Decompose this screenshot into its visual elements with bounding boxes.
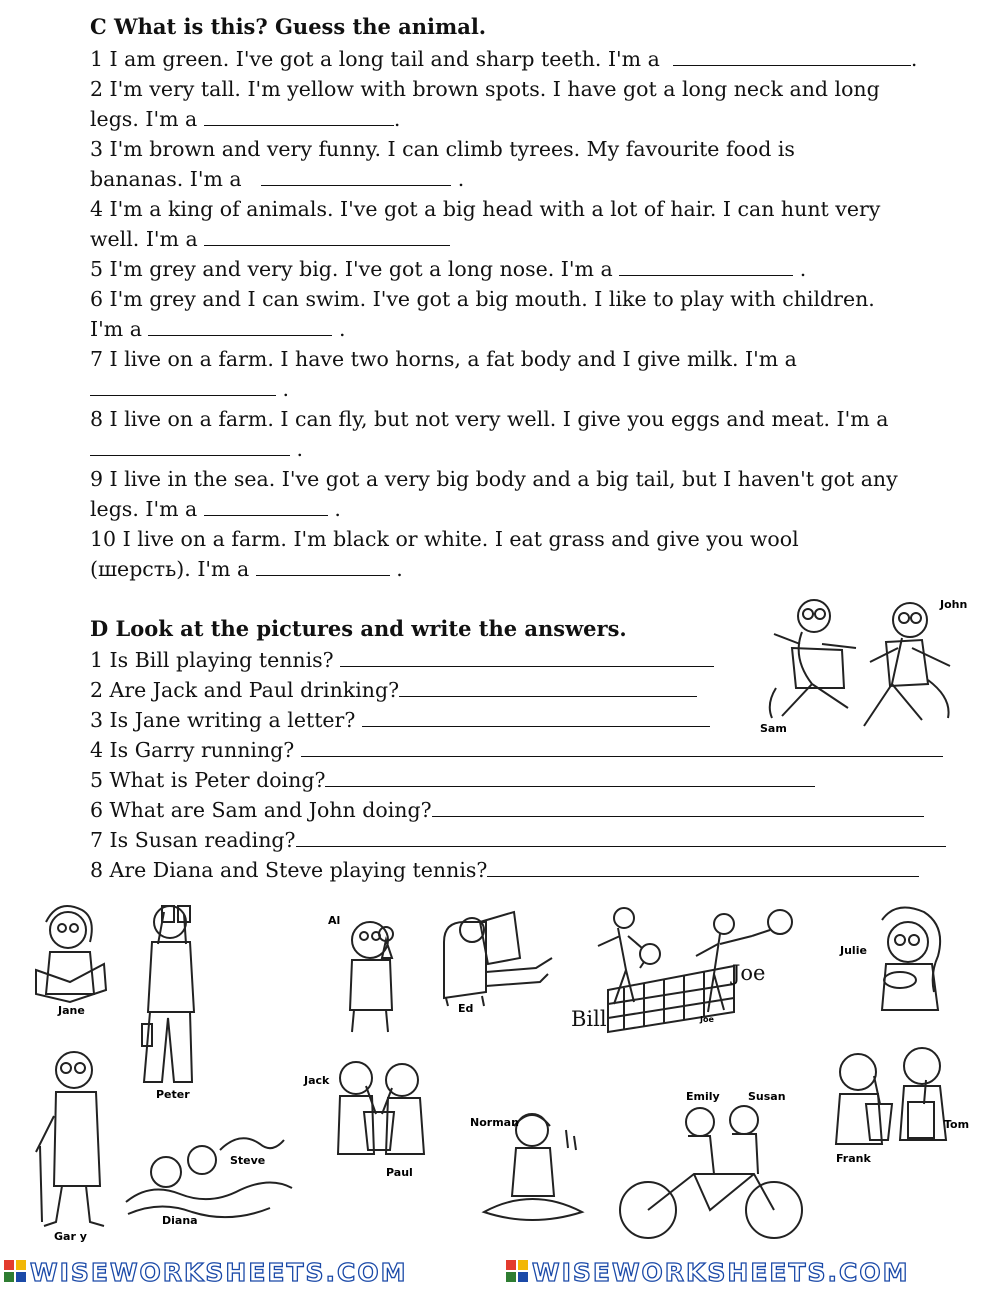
al-label: Al: [328, 914, 341, 927]
d-question-3: 3 Is Jane writing a letter?: [90, 705, 710, 735]
c-line-7: well. I'm a: [90, 224, 450, 254]
d-question-4: 4 Is Garry running?: [90, 735, 943, 765]
julie-eating-illustration: [838, 902, 954, 1014]
c-line-17: 10 I live on a farm. I'm black or white. I eat grass and give you wool: [90, 527, 799, 551]
ed-newspaper-illustration: [436, 902, 556, 1020]
c-line-5: bananas. I'm a .: [90, 167, 465, 191]
tom-label: Tom: [944, 1118, 970, 1131]
julie-label: Julie: [840, 944, 867, 957]
answer-blank[interactable]: [204, 495, 328, 516]
emily-susan-cycling-illustration: [614, 1084, 814, 1244]
john-label: John: [940, 598, 968, 611]
peter-binoculars-illustration: [124, 896, 214, 1104]
answer-blank[interactable]: [673, 45, 911, 66]
c-line-6: 4 I'm a king of animals. I've got a big head with a lot of hair. I can hunt very: [90, 197, 881, 221]
answer-blank[interactable]: [487, 856, 919, 877]
wiseworksheets-logo-icon: [4, 1260, 26, 1282]
jack-paul-drinking-illustration: [302, 1054, 444, 1184]
answer-blank[interactable]: [325, 766, 815, 787]
answer-blank[interactable]: [362, 706, 710, 727]
peter-label: Peter: [156, 1088, 190, 1101]
c-line-3: legs. I'm a .: [90, 107, 401, 131]
diana-steve-swimming-illustration: [120, 1120, 296, 1232]
emily-label: Emily: [686, 1090, 720, 1103]
paul-label: Paul: [386, 1166, 413, 1179]
answer-blank[interactable]: [432, 796, 924, 817]
c-line-4: 3 I'm brown and very funny. I can climb tyrees. My favourite food is: [90, 137, 795, 161]
ed-label: Ed: [458, 1002, 474, 1015]
brand-text-left: WISEWORKSHEETS.COM: [30, 1258, 408, 1287]
answer-blank[interactable]: [301, 736, 943, 757]
jane-label: Jane: [58, 1004, 85, 1017]
norman-label: Norman: [470, 1116, 519, 1129]
c-line-12: .: [90, 374, 289, 404]
sam-john-running-illustration: [752, 588, 984, 738]
c-line-2: 2 I'm very tall. I'm yellow with brown spots. I have got a long neck and long: [90, 77, 880, 101]
bill-label: Bill: [571, 1007, 607, 1031]
answer-blank[interactable]: [261, 165, 451, 186]
c-line-11: 7 I live on a farm. I have two horns, a fat body and I give milk. I'm a: [90, 347, 797, 371]
footer-branding: [0, 1252, 1000, 1289]
answer-blank[interactable]: [296, 826, 946, 847]
gary-label: Gar y: [54, 1230, 87, 1243]
norman-music-illustration: [470, 1100, 600, 1240]
c-line-15: 9 I live in the sea. I've got a very big body and a big tail, but I haven't got any: [90, 467, 898, 491]
answer-blank[interactable]: [148, 315, 332, 336]
c-line-16: legs. I'm a .: [90, 497, 341, 521]
sam-label: Sam: [760, 722, 787, 735]
answer-blank[interactable]: [90, 435, 290, 456]
c-line-18: (шерсть). I'm a .: [90, 557, 403, 581]
answer-blank[interactable]: [340, 646, 714, 667]
c-line-1: 1 I am green. I've got a long tail and sharp teeth. I'm a .: [90, 47, 918, 71]
jane-reading-illustration: [24, 898, 124, 1020]
section-c-heading: C What is this? Guess the animal.: [90, 14, 487, 39]
d-question-8: 8 Are Diana and Steve playing tennis?: [90, 855, 919, 885]
d-question-2: 2 Are Jack and Paul drinking?: [90, 675, 697, 705]
steve-label: Steve: [230, 1154, 266, 1167]
tennis-illustration: [584, 904, 806, 1036]
gary-walking-stick-illustration: [26, 1046, 122, 1246]
al-icecream-illustration: [326, 910, 416, 1036]
c-line-14: .: [90, 434, 303, 464]
c-line-13: 8 I live on a farm. I can fly, but not very well. I give you eggs and meat. I'm a: [90, 407, 889, 431]
brand-text-right: WISEWORKSHEETS.COM: [532, 1258, 910, 1287]
c-line-10: I'm a .: [90, 317, 346, 341]
jack-label: Jack: [304, 1074, 330, 1087]
answer-blank[interactable]: [204, 105, 394, 126]
answer-blank[interactable]: [619, 255, 793, 276]
joe-small-label: Joe: [700, 1015, 714, 1024]
c-line-8: 5 I'm grey and very big. I've got a long nose. I'm a .: [90, 257, 807, 281]
d-question-5: 5 What is Peter doing?: [90, 765, 815, 795]
section-d-heading: D Look at the pictures and write the answers.: [90, 616, 627, 641]
c-line-9: 6 I'm grey and I can swim. I've got a big mouth. I like to play with children.: [90, 287, 875, 311]
answer-blank[interactable]: [256, 555, 390, 576]
diana-label: Diana: [162, 1214, 198, 1227]
frank-label: Frank: [836, 1152, 871, 1165]
susan-label: Susan: [748, 1090, 786, 1103]
answer-blank[interactable]: [90, 375, 276, 396]
joe-label: Joe: [732, 961, 766, 985]
frank-tom-drinking-illustration: [826, 1040, 976, 1170]
wiseworksheets-logo-icon: [506, 1260, 528, 1282]
d-question-6: 6 What are Sam and John doing?: [90, 795, 924, 825]
d-question-1: 1 Is Bill playing tennis?: [90, 645, 714, 675]
d-question-7: 7 Is Susan reading?: [90, 825, 946, 855]
answer-blank[interactable]: [399, 676, 697, 697]
answer-blank[interactable]: [204, 225, 450, 246]
